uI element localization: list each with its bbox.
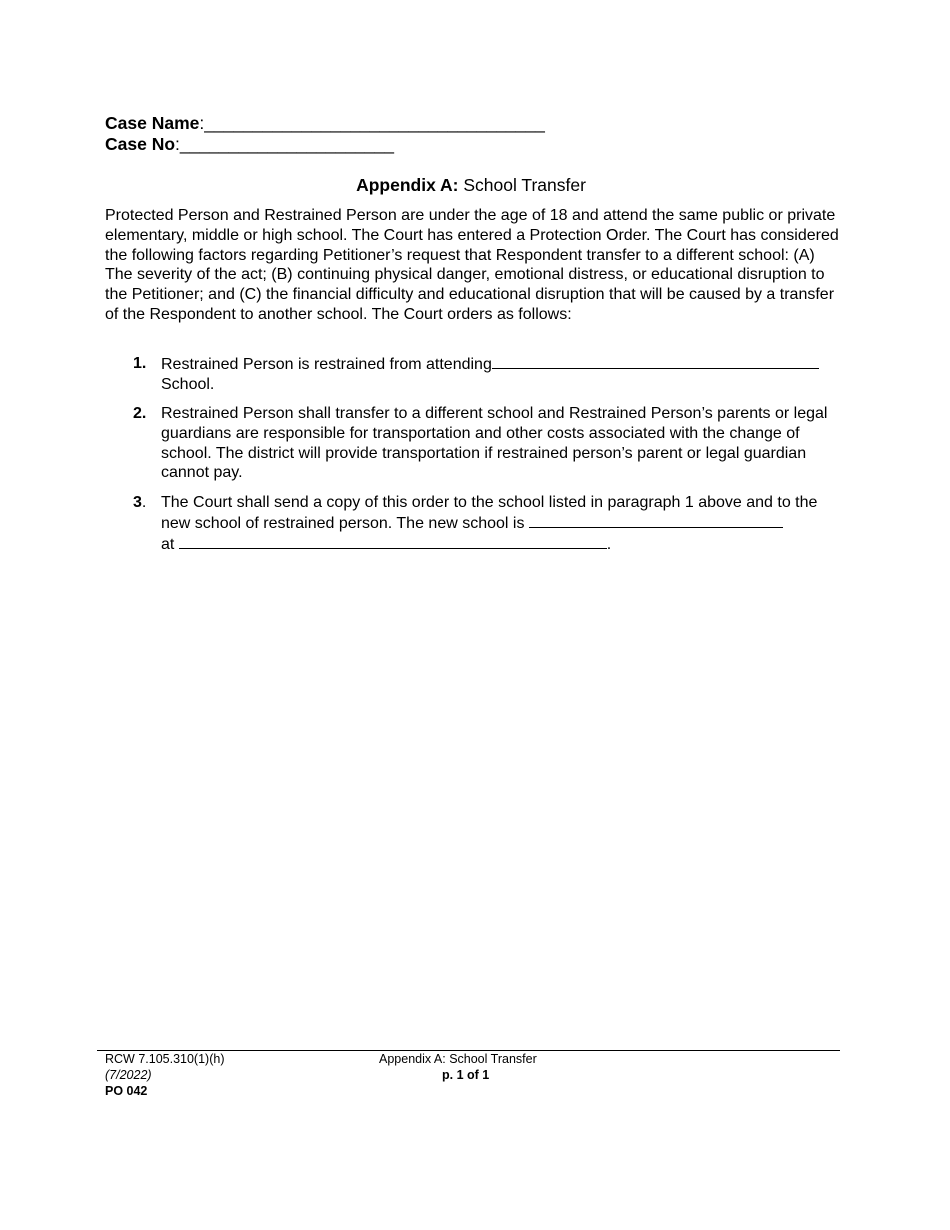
intro-paragraph: Protected Person and Restrained Person are under the age of 18 and attend the same public or private elementary, middle or high school. The Court has entered a Protection Order. The Court has considered the following factors regarding Petitioner’s request that Respondent transfer to a different school: (A) The severity of the act; (B) continuing physical danger, emotional distress, or educational disruption to the Petitioner; and (C) the financial difficulty and educational disruption that will be caused by a transfer of the Respondent to another school. The Court orders as follows:	[105, 207, 839, 323]
case-no-label: Case No	[105, 134, 176, 154]
case-no-line	[105, 134, 394, 155]
case-name-label: Case Name	[105, 113, 200, 133]
case-name-blank[interactable]: :___________________________________	[199, 113, 545, 133]
case-name-line	[105, 113, 545, 134]
item-text: Restrained Person is restrained from attending	[161, 356, 492, 373]
footer-title: Appendix A: School Transfer	[379, 1052, 537, 1066]
new-school-address-blank[interactable]	[179, 534, 607, 549]
footer-date: (7/2022)	[105, 1068, 152, 1082]
title-rest: School Transfer	[458, 175, 586, 195]
title-bold: Appendix A:	[356, 175, 459, 195]
item-text-end: .	[606, 535, 612, 553]
footer-form-number: PO 042	[105, 1084, 148, 1098]
order-item-1	[105, 354, 845, 395]
page-title	[0, 175, 942, 196]
order-item-2	[105, 404, 845, 483]
item-number: 2.	[133, 405, 147, 422]
school-name-blank[interactable]	[492, 354, 819, 369]
item-number: 1.	[133, 355, 147, 372]
item-text-continued: School.	[161, 375, 215, 393]
footer-rcw: RCW 7.105.310(1)(h)	[105, 1052, 225, 1066]
item-text: The Court shall send a copy of this order to the school listed in paragraph 1 above and to the new school of restrained person. The new school is	[161, 494, 818, 532]
item-text: Restrained Person shall transfer to a different school and Restrained Person’s parents or legal guardians are responsible for transportation and other costs associated with the change of school. The district will provide transportation if restrained person’s parent or legal guardian cannot pay.	[161, 405, 828, 482]
new-school-blank[interactable]	[529, 513, 783, 528]
item-text-at: at	[161, 535, 175, 553]
footer-page-number: p. 1 of 1	[442, 1068, 490, 1082]
order-item-3	[105, 493, 845, 554]
item-number: 3.	[133, 494, 147, 511]
case-no-blank[interactable]: :______________________	[175, 134, 395, 154]
